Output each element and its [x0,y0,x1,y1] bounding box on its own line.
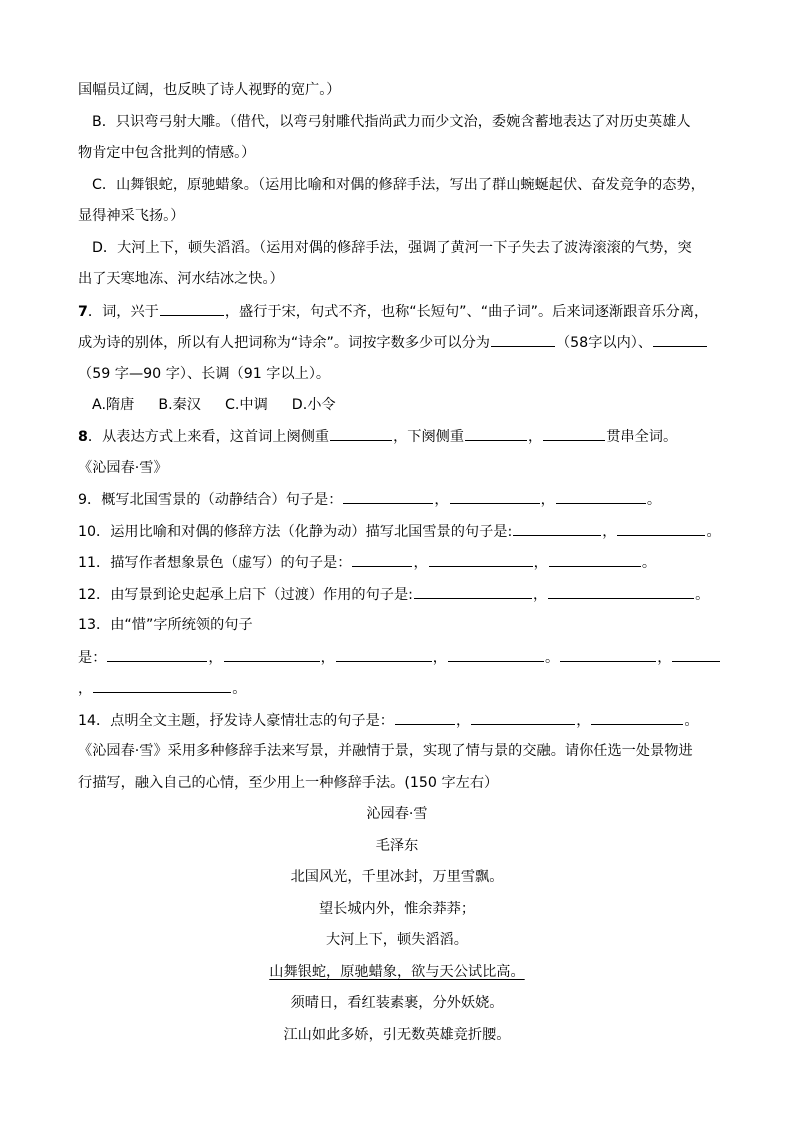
answer-blank[interactable] [543,426,605,441]
text-line: 显得神采飞扬。） [78,208,185,224]
poem-title: 沁园春·雪 [366,806,428,822]
question-9: 9．概写北国雪景的（动静结合）句子是： ， ， 。 [78,489,728,510]
poem-line: 大河上下，顿失滔滔。 [326,932,468,948]
option-b[interactable]: B.秦汉 [158,397,201,413]
answer-blank[interactable] [549,552,641,567]
answer-blank[interactable] [107,647,207,662]
question-number: 7 [78,304,88,320]
answer-blank[interactable] [491,332,555,347]
section-title: 《沁园春·雪》 [78,460,168,476]
question-13-line-2: 是： ， ， ， 。 ， [78,647,728,668]
answer-blank[interactable] [471,710,575,725]
poem-line: 须晴日，看红装素裹，分外妖娆。 [290,995,504,1011]
question-7-line-3: （59 字—90 字）、长调（91 字以上）。 [78,366,331,382]
question-13-heading: 13．由“惜”字所统领的句子 [78,617,253,633]
poem-line: 望长城内外，惟余莽莽； [318,901,476,917]
question-7-line-1: 7．词，兴于 ，盛行于宋，句式不齐，也称“长短句”、“曲子词”。后来词逐渐跟音乐分离， [78,301,728,322]
answer-blank[interactable] [448,647,544,662]
text-line: 物肯定中包含批判的情感。） [78,145,256,161]
answer-blank[interactable] [548,584,694,599]
question-10: 10．运用比喻和对偶的修辞方法（化静为动）描写北国雪景的句子是: ， 。 [78,521,728,542]
question-14: 14．点明全文主题，抒发诗人豪情壮志的句子是： ， ， 。 [78,710,728,731]
writing-prompt-line-2: 行描写，融入自己的心情，至少用上一种修辞手法。(150 字左右） [78,775,499,791]
writing-prompt-line-1: 《沁园春·雪》采用多种修辞手法来写景，并融情于景，实现了情与景的交融。请你任选一处景物进 [78,743,693,759]
answer-blank[interactable] [617,521,705,536]
question-11: 11．描写作者想象景色（虚写）的句子是： ， ， 。 [78,552,728,573]
option-c-line: C．山舞银蛇，原驰蜡象。（运用比喻和对偶的修辞手法，写出了群山蜿蜒起伏、奋发竞争的态势， [92,177,705,193]
option-d[interactable]: D.小令 [291,397,336,413]
question-number: 8 [78,429,88,445]
answer-blank[interactable] [560,647,656,662]
answer-blank[interactable] [556,489,646,504]
answer-blank[interactable] [513,521,601,536]
text-line: 国幅员辽阔，也反映了诗人视野的宽广。） [78,82,341,98]
text-line: 出了天寒地冻、河水结冰之快。） [78,271,284,287]
answer-blank[interactable] [395,710,455,725]
answer-blank[interactable] [591,710,683,725]
poem-line: 江山如此多娇，引无数英雄竞折腰。 [283,1027,511,1043]
option-a[interactable]: A.隋唐 [92,397,135,413]
answer-blank[interactable] [224,647,320,662]
answer-blank[interactable] [450,489,540,504]
answer-blank[interactable] [653,332,707,347]
answer-blank[interactable] [465,426,527,441]
option-b-line: B．只识弯弓射大雕。（借代，以弯弓射雕代指尚武力而少文治，委婉含蓄地表达了对历史英雄人 [92,114,691,130]
answer-blank[interactable] [160,301,224,316]
poem-author: 毛泽东 [375,838,419,854]
poem-line-underlined: 山舞银蛇，原驰蜡象，欲与天公试比高。 [269,964,525,980]
option-d-line: D．大河上下，顿失滔滔。（运用对偶的修辞手法，强调了黄河一下子失去了波涛滚滚的气势，突 [92,240,692,256]
answer-blank[interactable] [343,489,433,504]
question-7-options [92,395,742,415]
poem-line: 北国风光，千里冰封，万里雪飘。 [290,869,504,885]
answer-blank[interactable] [336,647,432,662]
question-7-line-2: 成为诗的别体，所以有人把词称为“诗余”。词按字数多少可以分为 （58字以内）、 [78,332,728,353]
question-12: 12．由写景到论史起承上启下（过渡）作用的句子是: ， 。 [78,584,728,605]
question-13-line-3: ， 。 [78,678,728,699]
answer-blank[interactable] [93,678,231,693]
answer-blank[interactable] [330,426,392,441]
answer-blank[interactable] [672,647,720,662]
answer-blank[interactable] [429,552,533,567]
option-c[interactable]: C.中调 [224,397,268,413]
question-8: 8．从表达方式上来看，这首词上阕侧重 ，下阕侧重 ， 贯串全词。 [78,426,728,447]
answer-blank[interactable] [414,584,532,599]
answer-blank[interactable] [352,552,412,567]
